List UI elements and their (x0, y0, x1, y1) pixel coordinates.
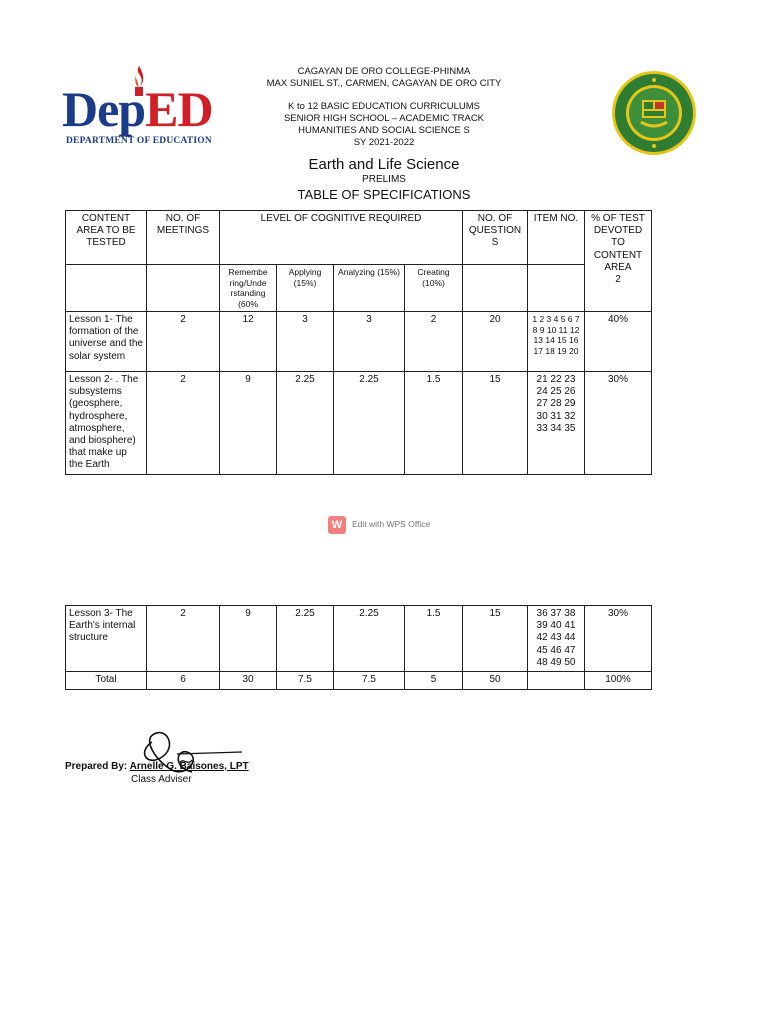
total-analyzing: 7.5 (334, 672, 405, 690)
subheader-creating: Creating (10%) (405, 265, 463, 312)
row-percent: 30% (585, 372, 652, 475)
school-name: CAGAYAN DE ORO COLLEGE-PHINMA (297, 66, 471, 77)
track-line: SENIOR HIGH SCHOOL – ACADEMIC TRACK (283, 113, 485, 124)
row-questions: 20 (463, 312, 528, 372)
row-applying: 2.25 (277, 606, 334, 672)
table-subheader-row (66, 265, 652, 312)
preparer-name: Arnelle G. Baisones, LPT (129, 761, 249, 772)
subheader-remembering: Remembe ring/Unde rstanding (60% (220, 265, 277, 312)
deped-wordmark: DepED (62, 81, 213, 137)
row-percent: 30% (585, 606, 652, 672)
row-analyzing: 2.25 (334, 372, 405, 475)
row-remembering: 9 (220, 606, 277, 672)
row-applying: 2.25 (277, 372, 334, 475)
row-questions: 15 (463, 372, 528, 475)
row-items: 36 37 38 39 40 41 42 43 44 45 46 47 48 49 50 (528, 606, 585, 672)
curriculum-line: K to 12 BASIC EDUCATION CURRICULUMS (288, 101, 480, 112)
row-applying: 3 (277, 312, 334, 372)
row-creating: 1.5 (405, 372, 463, 475)
exam-label: PRELIMS (362, 174, 406, 185)
table-row (66, 372, 652, 475)
row-items: 21 22 23 24 25 26 27 28 29 30 31 32 33 34 35 (528, 372, 585, 475)
row-percent: 40% (585, 312, 652, 372)
wps-office-icon: W (328, 516, 346, 534)
table-header-row (66, 211, 652, 265)
row-remembering: 9 (220, 372, 277, 475)
prepared-label: Prepared By: (65, 761, 128, 772)
row-creating: 2 (405, 312, 463, 372)
total-applying: 7.5 (277, 672, 334, 690)
subheader-analyzing: Analyzing (15%) (334, 265, 405, 312)
total-remembering: 30 (220, 672, 277, 690)
wps-watermark-text: Edit with WPS Office (352, 519, 431, 529)
school-year: SY 2021-2022 (353, 137, 415, 148)
header-percent-extra: 2 (615, 274, 621, 286)
header-percent (585, 211, 652, 312)
header-content-area: CONTENT AREA TO BE TESTED (66, 211, 147, 265)
row-meetings: 2 (147, 606, 220, 672)
row-meetings: 2 (147, 372, 220, 475)
subheader-empty (463, 265, 528, 312)
header-questions: NO. OF QUESTION S (463, 211, 528, 265)
subheader-empty (528, 265, 585, 312)
preparer-role: Class Adviser (131, 774, 192, 785)
total-label: Total (66, 672, 147, 690)
row-analyzing: 3 (334, 312, 405, 372)
total-items (528, 672, 585, 690)
row-questions: 15 (463, 606, 528, 672)
header-cognitive-level: LEVEL OF COGNITIVE REQUIRED (220, 211, 463, 265)
row-content: Lesson 2- . The subsystems (geosphere, hydrosphere, atmosphere, and biosphere) that make up the Earth (66, 372, 147, 475)
deped-subtitle: DEPARTMENT OF EDUCATION (66, 136, 212, 146)
total-meetings: 6 (147, 672, 220, 690)
header-percent-label: % OF TEST DEVOTED TO CONTENT AREA (591, 213, 645, 273)
subheader-empty (147, 265, 220, 312)
subheader-empty (66, 265, 147, 312)
school-address: MAX SUNIEL ST., CARMEN, CAGAYAN DE ORO CITY (266, 78, 502, 89)
document-title: TABLE OF SPECIFICATIONS (297, 187, 471, 202)
total-percent: 100% (585, 672, 652, 690)
row-creating: 1.5 (405, 606, 463, 672)
table-row (66, 606, 652, 672)
row-items: 1 2 3 4 5 6 7 8 9 10 11 12 13 14 15 16 17 18 19 20 (528, 312, 585, 372)
total-creating: 5 (405, 672, 463, 690)
header-item-no: ITEM NO. (528, 211, 585, 265)
row-content: Lesson 3- The Earth's internal structure (66, 606, 147, 672)
subject-title: Earth and Life Science (308, 156, 460, 173)
total-questions: 50 (463, 672, 528, 690)
prepared-by (65, 761, 249, 772)
row-meetings: 2 (147, 312, 220, 372)
specification-table-continued (65, 605, 652, 690)
table-row (66, 312, 652, 372)
row-remembering: 12 (220, 312, 277, 372)
specification-table (65, 210, 652, 475)
subheader-applying: Applying (15%) (277, 265, 334, 312)
row-content: Lesson 1- The formation of the universe and the solar system (66, 312, 147, 372)
row-analyzing: 2.25 (334, 606, 405, 672)
strand-line: HUMANITIES AND SOCIAL SCIENCE S (298, 125, 470, 136)
total-row (66, 672, 652, 690)
header-meetings: NO. OF MEETINGS (147, 211, 220, 265)
